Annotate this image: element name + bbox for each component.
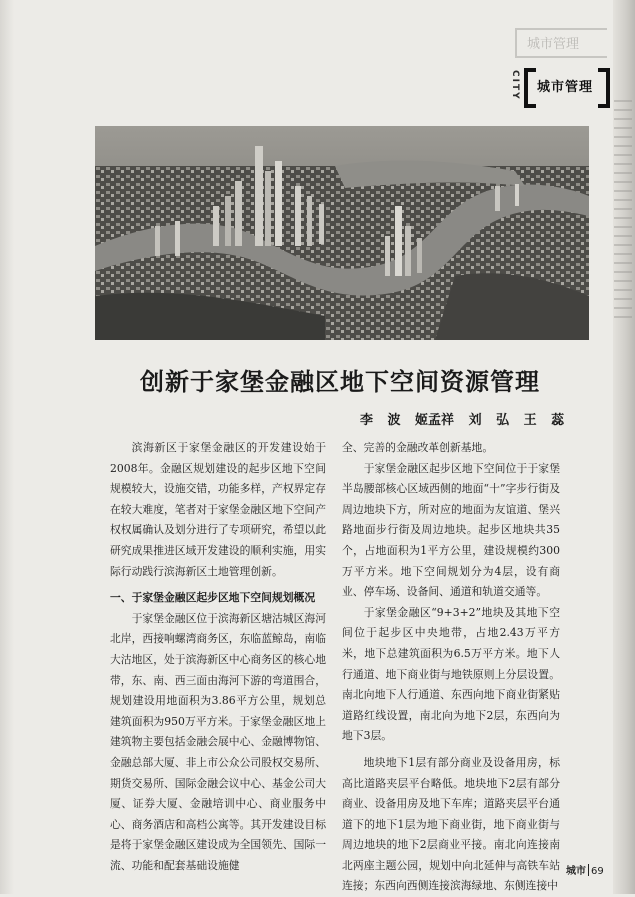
folio-label: 城市 (566, 866, 586, 877)
article-title: 创新于家堡金融区地下空间资源管理 (140, 368, 540, 396)
aerial-city-photo (95, 126, 589, 340)
page-folio (566, 862, 604, 877)
corner-tab (515, 28, 607, 58)
page-gutter-shadow (0, 0, 14, 894)
page-number: 69 (591, 866, 604, 877)
body-paragraph: 地块地下1层有部分商业及设备用房，标高比道路夹层平台略低。地块地下2层有部分商业、设备用房及地下车库；道路夹层平台通道下的地下1层为地下商业街，地下商业街与周边地块的地下2层商业平接。南北向连接南北两座主题公园，规划中向北延伸与高铁车站连接；东西向西侧连接滨海绿地、东侧连接中 (342, 755, 560, 893)
section-bracket-left (524, 68, 536, 108)
section-header (506, 64, 616, 110)
folio-separator (588, 864, 589, 876)
body-paragraph: 于家堡金融区“9+3+2”地块及其地下空间位于起步区中央地带，占地2.43万平方米，地下总建筑面积为6.5万平方米。地下人行通道、地下商业街与地铁原则上分层设置。南北向地下人行通道、东西向地下商业街紧贴道路红线设置，南北向为地下2层，东西向为地下3层。 (342, 605, 560, 743)
section-english-label: CITY (510, 70, 520, 101)
body-paragraph: 于家堡金融区位于滨海新区塘沽城区海河北岸，西接响螺湾商务区，东临蓝鲸岛，南临大沽地区，处于滨海新区中心商务区的核心地带，东、南、西三面由海河下游的弯道围合，规划建设用地面积为3.86平方公里，规划总建筑面积为950万平方米。于家堡金融区地上建筑物主要包括金融会展中心、金融博物馆、金融总部大厦、非上市公众公司股权交易所、期货交易所、国际金融会议中心、基金公司大厦、证券大厦、金融培训中心、商业服务中心、商务酒店和高档公寓等。其开发建设目标是将于家堡金融区建设成为全国领先、国际一流、功能和配套基础设施健 (110, 611, 326, 872)
article-authors: 李 波 姬孟祥 刘 弘 王 蕊 (360, 413, 565, 428)
section-title: 城市管理 (537, 80, 594, 95)
body-paragraph-continued: 全、完善的金融改革创新基地。 (342, 441, 494, 454)
left-column (110, 438, 326, 876)
corner-tab-label: 城市管理 (527, 37, 580, 52)
right-column (342, 438, 560, 897)
body-paragraph: 于家堡金融区起步区地下空间位于于家堡半岛腰部核心区域西侧的地面“十”字步行街及周边地块下方，所对应的地面为友谊道、堡兴路地面步行街及周边地块。起步区地块共35个，占地面积为1平方公里，建设规模约300万平方米。地下空间规划分为4层，设有商业、停车场、设备间、通道和轨道交通等。 (342, 461, 560, 599)
section-bracket-right (598, 68, 610, 108)
section-heading-1: 一、于家堡金融区起步区地下空间规划概况 (110, 591, 316, 605)
adjacent-page-bleed-text (614, 100, 632, 320)
intro-paragraph: 滨海新区于家堡金融区的开发建设始于2008年。金融区规划建设的起步区地下空间规模较大，设施交错，功能多样，产权界定存在较大难度，笔者对于家堡金融区地下空间产权权属确认及划分进行了专项研究，希望以此研究成果推进区域开发建设的顺利实施，用实际行动践行滨海新区土地管理创新。 (110, 441, 326, 578)
